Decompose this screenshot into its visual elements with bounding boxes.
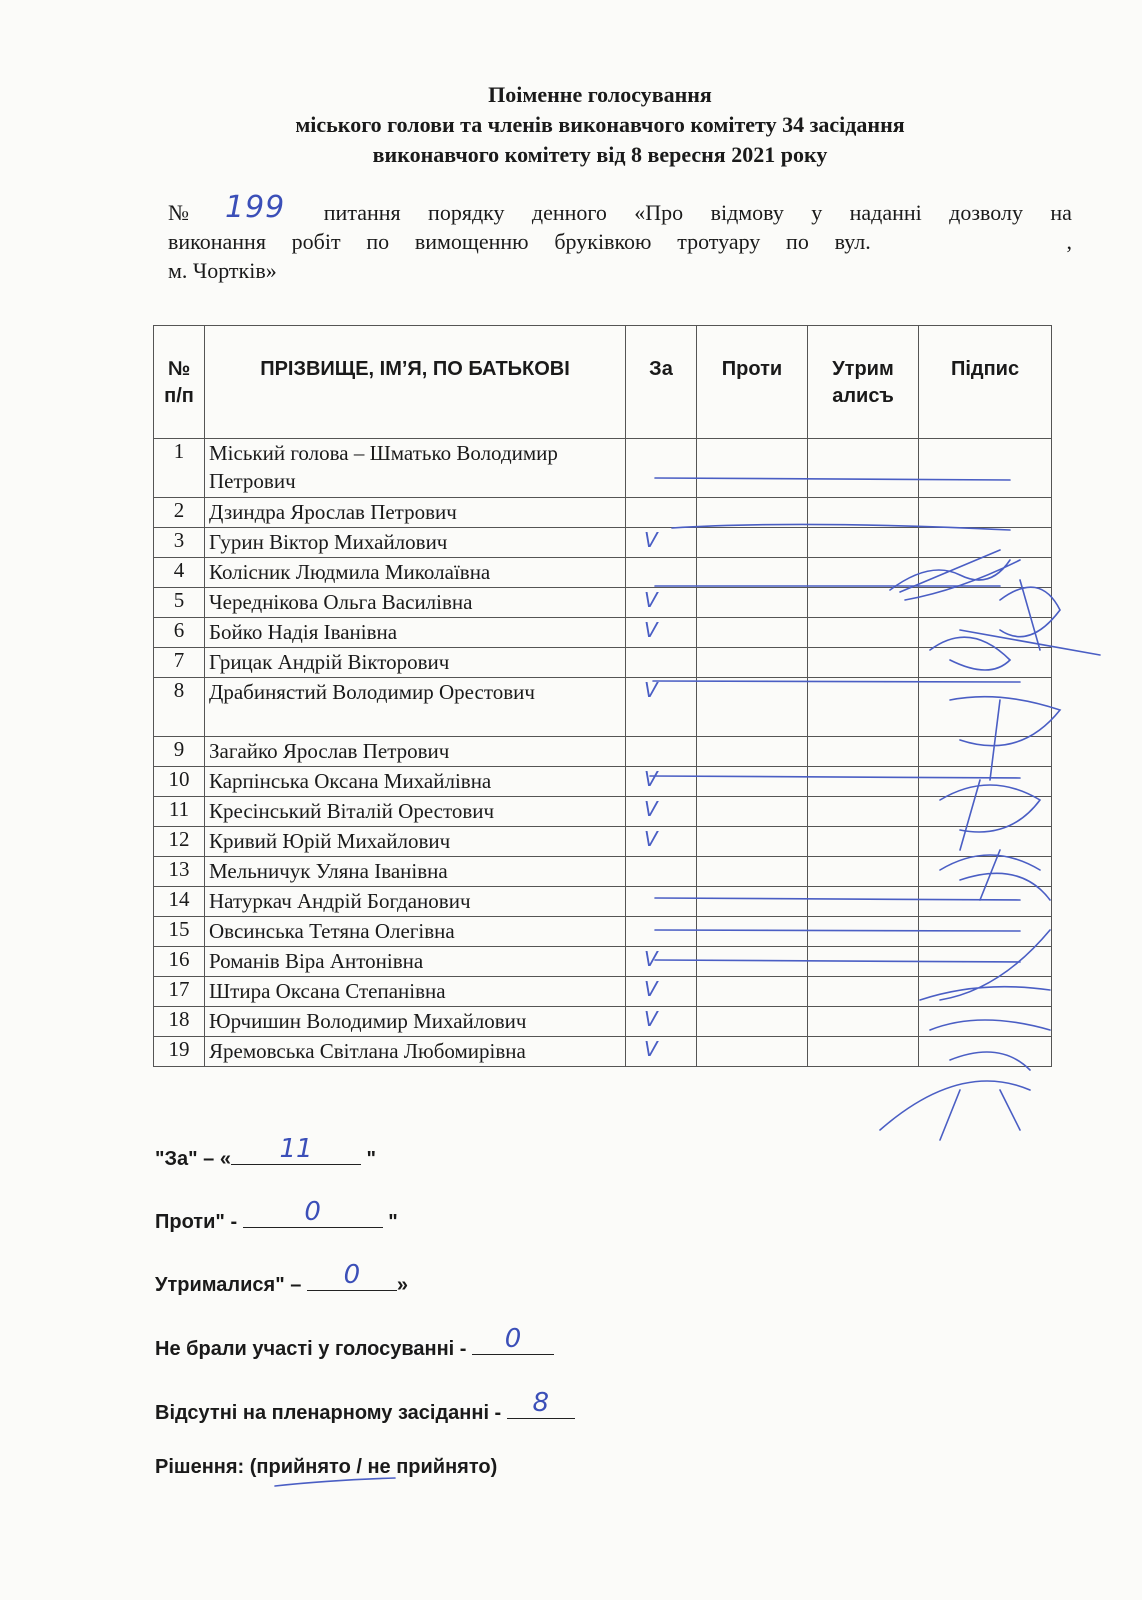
table-row xyxy=(154,737,1052,767)
agenda-word: денного xyxy=(531,200,607,225)
summary-utrym xyxy=(155,1260,409,1297)
signature-cell xyxy=(919,917,1052,947)
agenda-word: вимощенню xyxy=(414,229,529,254)
summary-ne-braly-label: Не брали участі у голосуванні - xyxy=(155,1338,473,1360)
member-name: Натуркач Андрій Богданович xyxy=(205,887,626,917)
vote-tick: V xyxy=(644,678,658,702)
signature-cell xyxy=(919,588,1052,618)
member-name: Кресінський Віталій Орестович xyxy=(205,797,626,827)
vote-za-cell xyxy=(626,947,697,977)
summary-ne-braly-blank xyxy=(472,1324,554,1355)
title-line-1: Поіменне голосування xyxy=(488,82,712,107)
vote-proty-cell xyxy=(697,737,808,767)
vote-tick: V xyxy=(644,827,658,851)
vote-proty-cell xyxy=(697,767,808,797)
summary-utrym-value: 0 xyxy=(343,1260,361,1290)
title-line-2: міського голови та членів виконавчого комітету 34 засідання xyxy=(295,112,905,137)
vote-proty-cell xyxy=(697,917,808,947)
summary-utrym-end: » xyxy=(396,1274,409,1296)
vote-utrym-cell xyxy=(808,1007,919,1037)
row-number: 2 xyxy=(154,498,205,528)
vote-za-cell xyxy=(626,528,697,558)
member-name: Міський голова – Шматько Володимир Петрович xyxy=(205,439,626,498)
vote-za-cell xyxy=(626,678,697,737)
signature-cell xyxy=(919,947,1052,977)
table-row xyxy=(154,618,1052,648)
header-name: ПРІЗВИЩЕ, ІМ’Я, ПО БАТЬКОВІ xyxy=(205,326,626,439)
vote-za-cell xyxy=(626,558,697,588)
number-sign: № xyxy=(168,200,189,225)
vote-utrym-cell xyxy=(808,528,919,558)
member-name: Дзиндра Ярослав Петрович xyxy=(205,498,626,528)
member-name: Колісник Людмила Миколаївна xyxy=(205,558,626,588)
agenda-word: порядку xyxy=(428,200,505,225)
member-name: Штира Оксана Степанівна xyxy=(205,977,626,1007)
vote-utrym-cell xyxy=(808,917,919,947)
handwritten-item-number: 199 xyxy=(225,190,286,225)
table-row xyxy=(154,857,1052,887)
voting-table xyxy=(153,325,1052,1067)
vote-za-cell xyxy=(626,588,697,618)
summary-za-blank xyxy=(231,1134,361,1165)
agenda-item-line-2 xyxy=(168,227,1072,256)
signature-cell xyxy=(919,737,1052,767)
member-name: Чередніковa Ольга Василівна xyxy=(205,588,626,618)
agenda-word: у xyxy=(811,200,823,225)
row-number: 11 xyxy=(154,797,205,827)
vote-proty-cell xyxy=(697,498,808,528)
vote-utrym-cell xyxy=(808,767,919,797)
vote-tick: V xyxy=(644,1007,658,1031)
vote-utrym-cell xyxy=(808,857,919,887)
member-name: Бойко Надія Іванівна xyxy=(205,618,626,648)
signature-cell xyxy=(919,528,1052,558)
vote-za-cell xyxy=(626,767,697,797)
member-name: Мельничук Уляна Іванівна xyxy=(205,857,626,887)
row-number: 10 xyxy=(154,767,205,797)
vote-tick: V xyxy=(644,767,658,791)
vote-za-cell xyxy=(626,648,697,678)
vote-za-cell xyxy=(626,737,697,767)
table-row xyxy=(154,588,1052,618)
row-number: 9 xyxy=(154,737,205,767)
signature-cell xyxy=(919,767,1052,797)
vote-proty-cell xyxy=(697,439,808,498)
agenda-word: по xyxy=(786,229,809,254)
member-name: Юрчишин Володимир Михайлович xyxy=(205,1007,626,1037)
vote-proty-cell xyxy=(697,947,808,977)
summary-za-label: "За" – « xyxy=(155,1148,231,1170)
summary-vidsutni xyxy=(155,1388,575,1425)
agenda-word: наданні xyxy=(849,200,922,225)
title-line-3: виконавчого комітету від 8 вересня 2021 року xyxy=(372,142,828,167)
member-name: Карпінська Оксана Михайлівна xyxy=(205,767,626,797)
vote-za-cell xyxy=(626,857,697,887)
summary-utrym-label: Утрималися" – xyxy=(155,1274,307,1296)
member-name: Кривий Юрій Михайлович xyxy=(205,827,626,857)
summary-za xyxy=(155,1134,377,1171)
agenda-item xyxy=(168,198,1072,285)
vote-za-cell xyxy=(626,618,697,648)
table-row xyxy=(154,439,1052,498)
vote-utrym-cell xyxy=(808,737,919,767)
vote-za-cell xyxy=(626,1037,697,1067)
summary-rishennia: Рішення: (прийнято / не прийнято) xyxy=(155,1456,498,1478)
header-utrym: Утрим алисъ xyxy=(808,326,919,439)
agenda-word: робіт xyxy=(291,229,341,254)
vote-utrym-cell xyxy=(808,797,919,827)
row-number: 5 xyxy=(154,588,205,618)
document-title xyxy=(150,80,1050,170)
signature-cell xyxy=(919,1037,1052,1067)
vote-utrym-cell xyxy=(808,618,919,648)
header-za: За xyxy=(626,326,697,439)
agenda-word: виконання xyxy=(168,229,266,254)
vote-proty-cell xyxy=(697,887,808,917)
vote-utrym-cell xyxy=(808,498,919,528)
vote-proty-cell xyxy=(697,1037,808,1067)
header-signature: Підпис xyxy=(919,326,1052,439)
vote-utrym-cell xyxy=(808,558,919,588)
member-name: Загайко Ярослав Петрович xyxy=(205,737,626,767)
row-number: 6 xyxy=(154,618,205,648)
summary-ne-braly xyxy=(155,1324,554,1361)
table-row xyxy=(154,767,1052,797)
table-row xyxy=(154,827,1052,857)
table-row xyxy=(154,558,1052,588)
member-name: Овсинська Тетяна Олегівна xyxy=(205,917,626,947)
vote-tick: V xyxy=(644,797,658,821)
table-row xyxy=(154,678,1052,737)
summary-vidsutni-value: 8 xyxy=(532,1388,550,1418)
member-name: Драбинястий Володимир Орестович xyxy=(205,678,626,737)
vote-za-cell xyxy=(626,917,697,947)
row-number: 15 xyxy=(154,917,205,947)
row-number: 3 xyxy=(154,528,205,558)
summary-proty-end: " xyxy=(382,1211,398,1233)
signature-cell xyxy=(919,977,1052,1007)
member-name: Гурин Віктор Михайлович xyxy=(205,528,626,558)
signature-cell xyxy=(919,1007,1052,1037)
agenda-word: «Про xyxy=(634,200,684,225)
vote-utrym-cell xyxy=(808,977,919,1007)
table-header-row xyxy=(154,326,1052,439)
row-number: 1 xyxy=(154,439,205,498)
vote-proty-cell xyxy=(697,648,808,678)
table-row xyxy=(154,797,1052,827)
agenda-word: вул. xyxy=(834,229,871,254)
vote-proty-cell xyxy=(697,857,808,887)
summary-za-value: 11 xyxy=(279,1134,313,1164)
table-row xyxy=(154,1037,1052,1067)
vote-proty-cell xyxy=(697,797,808,827)
table-row xyxy=(154,917,1052,947)
vote-za-cell xyxy=(626,887,697,917)
summary-utrym-blank xyxy=(307,1260,397,1291)
agenda-item-line-1 xyxy=(168,198,1072,227)
row-number: 8 xyxy=(154,678,205,737)
vote-utrym-cell xyxy=(808,827,919,857)
row-number: 16 xyxy=(154,947,205,977)
vote-za-cell xyxy=(626,498,697,528)
signature-cell xyxy=(919,797,1052,827)
row-number: 19 xyxy=(154,1037,205,1067)
table-row xyxy=(154,977,1052,1007)
signature-cell xyxy=(919,678,1052,737)
agenda-word: тротуару xyxy=(677,229,761,254)
agenda-word: бруківкою xyxy=(554,229,652,254)
vote-proty-cell xyxy=(697,678,808,737)
row-number: 14 xyxy=(154,887,205,917)
agenda-word: відмову xyxy=(710,200,784,225)
vote-proty-cell xyxy=(697,827,808,857)
member-name: Яремовська Світлана Любомирівна xyxy=(205,1037,626,1067)
header-proty: Проти xyxy=(697,326,808,439)
vote-tick: V xyxy=(644,1037,658,1061)
table-row xyxy=(154,528,1052,558)
vote-proty-cell xyxy=(697,977,808,1007)
row-number: 18 xyxy=(154,1007,205,1037)
signature-cell xyxy=(919,827,1052,857)
vote-utrym-cell xyxy=(808,439,919,498)
vote-utrym-cell xyxy=(808,648,919,678)
vote-utrym-cell xyxy=(808,588,919,618)
vote-proty-cell xyxy=(697,528,808,558)
signature-cell xyxy=(919,498,1052,528)
summary-ne-braly-value: 0 xyxy=(504,1324,522,1354)
agenda-word: , xyxy=(1066,229,1072,254)
summary-vidsutni-blank xyxy=(507,1388,575,1419)
signature-cell xyxy=(919,857,1052,887)
summary-vidsutni-label: Відсутні на пленарному засіданні - xyxy=(155,1402,507,1424)
summary-proty xyxy=(155,1197,398,1234)
agenda-word: по xyxy=(366,229,390,254)
vote-proty-cell xyxy=(697,588,808,618)
signature-cell xyxy=(919,439,1052,498)
signature-cell xyxy=(919,887,1052,917)
summary-za-end: " xyxy=(360,1148,377,1170)
summary-proty-value: 0 xyxy=(304,1197,321,1227)
row-number: 17 xyxy=(154,977,205,1007)
row-number: 13 xyxy=(154,857,205,887)
vote-utrym-cell xyxy=(808,1037,919,1067)
vote-proty-cell xyxy=(697,558,808,588)
table-row xyxy=(154,1007,1052,1037)
summary-proty-label: Проти" - xyxy=(155,1211,243,1233)
table-row xyxy=(154,887,1052,917)
table-body xyxy=(154,439,1052,1067)
agenda-word: на xyxy=(1050,200,1072,225)
vote-tick: V xyxy=(644,618,658,642)
agenda-item-line-3: м. Чортків» xyxy=(168,258,277,283)
member-name: Романів Віра Антонівна xyxy=(205,947,626,977)
table-row xyxy=(154,648,1052,678)
vote-tick: V xyxy=(644,588,658,612)
vote-za-cell xyxy=(626,977,697,1007)
vote-za-cell xyxy=(626,1007,697,1037)
vote-proty-cell xyxy=(697,1007,808,1037)
header-num: № п/п xyxy=(154,326,205,439)
agenda-word: питання xyxy=(323,200,401,225)
signature-cell xyxy=(919,558,1052,588)
vote-za-cell xyxy=(626,827,697,857)
member-name: Грицак Андрій Вікторович xyxy=(205,648,626,678)
signature-cell xyxy=(919,648,1052,678)
vote-utrym-cell xyxy=(808,887,919,917)
vote-tick: V xyxy=(644,977,658,1001)
vote-utrym-cell xyxy=(808,678,919,737)
vote-utrym-cell xyxy=(808,947,919,977)
table-row xyxy=(154,947,1052,977)
vote-za-cell xyxy=(626,439,697,498)
vote-proty-cell xyxy=(697,618,808,648)
table-row xyxy=(154,498,1052,528)
signature-cell xyxy=(919,618,1052,648)
vote-tick: V xyxy=(644,947,658,971)
vote-za-cell xyxy=(626,797,697,827)
vote-tick: V xyxy=(644,528,658,552)
row-number: 7 xyxy=(154,648,205,678)
summary-proty-blank xyxy=(243,1197,383,1228)
agenda-word: дозволу xyxy=(949,200,1023,225)
row-number: 12 xyxy=(154,827,205,857)
row-number: 4 xyxy=(154,558,205,588)
